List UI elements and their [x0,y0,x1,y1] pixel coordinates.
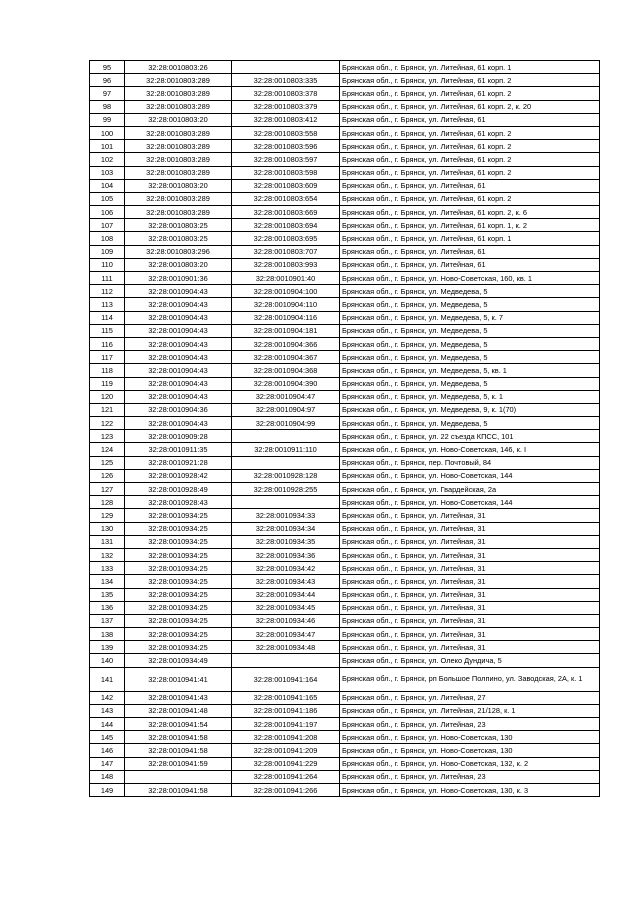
row-number-cell: 123 [90,430,125,443]
parcel-number-cell: 32:28:0010803:289 [125,74,232,87]
address-cell: Брянская обл., г. Брянск, ул. Литейная, 31 [340,535,600,548]
row-number-cell: 129 [90,509,125,522]
row-number-cell: 102 [90,153,125,166]
object-number-cell: 32:28:0010803:558 [232,126,340,139]
row-number-cell: 115 [90,324,125,337]
address-cell: Брянская обл., г. Брянск, ул. Гвардейская, 2а [340,483,600,496]
row-number-cell: 96 [90,74,125,87]
parcel-number-cell: 32:28:0010911:35 [125,443,232,456]
table-row [90,483,600,496]
table-row [90,100,600,113]
parcel-number-cell: 32:28:0010941:59 [125,757,232,770]
parcel-number-cell: 32:28:0010941:48 [125,704,232,717]
address-cell: Брянская обл., г. Брянск, ул. Литейная, 61 корп. 1 [340,61,600,74]
address-cell: Брянская обл., г. Брянск, ул. 22 съезда КПСС, 101 [340,430,600,443]
address-cell: Брянская обл., г. Брянск, ул. Литейная, 61 [340,245,600,258]
parcel-number-cell: 32:28:0010934:25 [125,641,232,654]
parcel-number-cell: 32:28:0010803:289 [125,100,232,113]
object-number-cell: 32:28:0010904:181 [232,324,340,337]
address-cell: Брянская обл., г. Брянск, рп Большое Полпино, ул. Заводская, 2А, к. 1 [340,667,600,691]
object-number-cell: 32:28:0010904:47 [232,390,340,403]
object-number-cell: 32:28:0010803:596 [232,140,340,153]
parcel-number-cell: 32:28:0010934:25 [125,522,232,535]
address-cell: Брянская обл., г. Брянск, ул. Литейная, 31 [340,509,600,522]
address-cell: Брянская обл., г. Брянск, ул. Литейная, 31 [340,588,600,601]
row-number-cell: 95 [90,61,125,74]
row-number-cell: 142 [90,691,125,704]
object-number-cell: 32:28:0010934:47 [232,628,340,641]
table-row [90,783,600,796]
object-number-cell: 32:28:0010934:33 [232,509,340,522]
object-number-cell: 32:28:0010803:412 [232,113,340,126]
row-number-cell: 119 [90,377,125,390]
parcel-number-cell: 32:28:0010934:25 [125,562,232,575]
address-cell: Брянская обл., г. Брянск, ул. Медведева, 5, кв. 1 [340,364,600,377]
address-cell: Брянская обл., г. Брянск, ул. Литейная, 27 [340,691,600,704]
address-cell: Брянская обл., г. Брянск, ул. Ново-Советская, 160, кв. 1 [340,272,600,285]
address-cell: Брянская обл., г. Брянск, ул. Литейная, 23 [340,718,600,731]
parcel-number-cell: 32:28:0010803:289 [125,153,232,166]
parcel-number-cell: 32:28:0010803:25 [125,219,232,232]
parcel-number-cell: 32:28:0010904:43 [125,311,232,324]
table-row [90,496,600,509]
parcel-number-cell: 32:28:0010928:42 [125,469,232,482]
row-number-cell: 144 [90,718,125,731]
row-number-cell: 140 [90,654,125,667]
object-number-cell: 32:28:0010904:366 [232,337,340,350]
table-row [90,509,600,522]
object-number-cell [232,654,340,667]
address-cell: Брянская обл., г. Брянск, ул. Литейная, 61 [340,179,600,192]
parcel-number-cell: 32:28:0010934:25 [125,548,232,561]
table-row [90,456,600,469]
table-row [90,364,600,377]
parcel-number-cell: 32:28:0010909:28 [125,430,232,443]
row-number-cell: 99 [90,113,125,126]
address-cell: Брянская обл., г. Брянск, ул. Литейная, 61 корп. 2 [340,126,600,139]
row-number-cell: 124 [90,443,125,456]
table-row [90,126,600,139]
row-number-cell: 139 [90,641,125,654]
object-number-cell: 32:28:0010803:669 [232,206,340,219]
parcel-number-cell: 32:28:0010941:58 [125,783,232,796]
table-row [90,744,600,757]
cadastral-table [89,60,600,797]
address-cell: Брянская обл., г. Брянск, ул. Ново-Советская, 130, к. 3 [340,783,600,796]
row-number-cell: 108 [90,232,125,245]
address-cell: Брянская обл., г. Брянск, ул. Ново-Советская, 146, к. I [340,443,600,456]
parcel-number-cell: 32:28:0010803:289 [125,206,232,219]
object-number-cell: 32:28:0010803:609 [232,179,340,192]
object-number-cell: 32:28:0010803:654 [232,192,340,205]
row-number-cell: 100 [90,126,125,139]
table-row [90,667,600,691]
object-number-cell: 32:28:0010803:694 [232,219,340,232]
table-row [90,219,600,232]
row-number-cell: 147 [90,757,125,770]
parcel-number-cell: 32:28:0010934:49 [125,654,232,667]
row-number-cell: 107 [90,219,125,232]
table-row [90,641,600,654]
row-number-cell: 137 [90,614,125,627]
parcel-number-cell: 32:28:0010904:43 [125,377,232,390]
row-number-cell: 127 [90,483,125,496]
address-cell: Брянская обл., г. Брянск, ул. Медведева, 5 [340,285,600,298]
object-number-cell: 32:28:0010803:707 [232,245,340,258]
object-number-cell [232,61,340,74]
table-row [90,731,600,744]
address-cell: Брянская обл., г. Брянск, ул. Литейная, 61 корп. 2 [340,87,600,100]
object-number-cell [232,456,340,469]
object-number-cell: 32:28:0010904:367 [232,351,340,364]
parcel-number-cell: 32:28:0010934:25 [125,601,232,614]
table-row [90,179,600,192]
row-number-cell: 104 [90,179,125,192]
object-number-cell: 32:28:0010803:379 [232,100,340,113]
row-number-cell: 114 [90,311,125,324]
row-number-cell: 103 [90,166,125,179]
address-cell: Брянская обл., г. Брянск, ул. Медведева, 5, к. 1 [340,390,600,403]
table-row [90,757,600,770]
table-row [90,691,600,704]
table-row [90,601,600,614]
row-number-cell: 125 [90,456,125,469]
object-number-cell: 32:28:0010934:42 [232,562,340,575]
object-number-cell: 32:28:0010934:35 [232,535,340,548]
table-row [90,654,600,667]
table-row [90,548,600,561]
row-number-cell: 110 [90,258,125,271]
address-cell: Брянская обл., г. Брянск, ул. Медведева, 5 [340,351,600,364]
table-row [90,562,600,575]
object-number-cell: 32:28:0010941:197 [232,718,340,731]
parcel-number-cell: 32:28:0010803:289 [125,87,232,100]
table-row [90,74,600,87]
parcel-number-cell [125,770,232,783]
address-cell: Брянская обл., г. Брянск, пер. Почтовый, 84 [340,456,600,469]
object-number-cell: 32:28:0010934:45 [232,601,340,614]
address-cell: Брянская обл., г. Брянск, ул. Медведева, 5 [340,324,600,337]
object-number-cell [232,430,340,443]
table-row [90,153,600,166]
row-number-cell: 135 [90,588,125,601]
address-cell: Брянская обл., г. Брянск, ул. Медведева, 5, к. 7 [340,311,600,324]
row-number-cell: 121 [90,403,125,416]
table-row [90,351,600,364]
parcel-number-cell: 32:28:0010934:25 [125,628,232,641]
row-number-cell: 109 [90,245,125,258]
object-number-cell: 32:28:0010941:229 [232,757,340,770]
parcel-number-cell: 32:28:0010904:43 [125,390,232,403]
object-number-cell: 32:28:0010941:264 [232,770,340,783]
parcel-number-cell: 32:28:0010803:20 [125,113,232,126]
address-cell: Брянская обл., г. Брянск, ул. Литейная, 61 корп. 1, к. 2 [340,219,600,232]
address-cell: Брянская обл., г. Брянск, ул. Медведева, 5 [340,417,600,430]
parcel-number-cell: 32:28:0010901:36 [125,272,232,285]
row-number-cell: 134 [90,575,125,588]
address-cell: Брянская обл., г. Брянск, ул. Литейная, 31 [340,601,600,614]
table-row [90,258,600,271]
row-number-cell: 122 [90,417,125,430]
table-body [90,61,600,797]
parcel-number-cell: 32:28:0010928:49 [125,483,232,496]
row-number-cell: 138 [90,628,125,641]
parcel-number-cell: 32:28:0010934:25 [125,588,232,601]
table-row [90,403,600,416]
table-row [90,298,600,311]
parcel-number-cell: 32:28:0010934:25 [125,509,232,522]
object-number-cell: 32:28:0010941:266 [232,783,340,796]
object-number-cell: 32:28:0010904:390 [232,377,340,390]
table-row [90,417,600,430]
table-row [90,232,600,245]
parcel-number-cell: 32:28:0010934:25 [125,575,232,588]
object-number-cell: 32:28:0010904:110 [232,298,340,311]
row-number-cell: 105 [90,192,125,205]
table-row [90,535,600,548]
table-row [90,614,600,627]
row-number-cell: 128 [90,496,125,509]
table-row [90,192,600,205]
parcel-number-cell: 32:28:0010803:25 [125,232,232,245]
parcel-number-cell: 32:28:0010941:43 [125,691,232,704]
parcel-number-cell: 32:28:0010803:289 [125,192,232,205]
object-number-cell: 32:28:0010928:128 [232,469,340,482]
row-number-cell: 131 [90,535,125,548]
parcel-number-cell: 32:28:0010904:43 [125,337,232,350]
table-row [90,311,600,324]
address-cell: Брянская обл., г. Брянск, ул. Литейная, 61 корп. 2 [340,140,600,153]
parcel-number-cell: 32:28:0010921:28 [125,456,232,469]
table-row [90,588,600,601]
parcel-number-cell: 32:28:0010928:43 [125,496,232,509]
table-row [90,245,600,258]
parcel-number-cell: 32:28:0010904:43 [125,351,232,364]
address-cell: Брянская обл., г. Брянск, ул. Литейная, 23 [340,770,600,783]
object-number-cell: 32:28:0010901:40 [232,272,340,285]
parcel-number-cell: 32:28:0010803:289 [125,126,232,139]
object-number-cell: 32:28:0010941:164 [232,667,340,691]
object-number-cell: 32:28:0010941:186 [232,704,340,717]
parcel-number-cell: 32:28:0010803:289 [125,166,232,179]
row-number-cell: 145 [90,731,125,744]
table-row [90,390,600,403]
address-cell: Брянская обл., г. Брянск, ул. Литейная, 61 корп. 2, к. 6 [340,206,600,219]
table-row [90,704,600,717]
address-cell: Брянская обл., г. Брянск, ул. Олеко Дундича, 5 [340,654,600,667]
parcel-number-cell: 32:28:0010941:41 [125,667,232,691]
parcel-number-cell: 32:28:0010803:20 [125,179,232,192]
row-number-cell: 97 [90,87,125,100]
table-row [90,770,600,783]
parcel-number-cell: 32:28:0010904:43 [125,285,232,298]
address-cell: Брянская обл., г. Брянск, ул. Ново-Советская, 144 [340,469,600,482]
parcel-number-cell: 32:28:0010803:296 [125,245,232,258]
parcel-number-cell: 32:28:0010941:54 [125,718,232,731]
table-row [90,61,600,74]
address-cell: Брянская обл., г. Брянск, ул. Литейная, 61 [340,258,600,271]
address-cell: Брянская обл., г. Брянск, ул. Литейная, 61 корп. 2 [340,74,600,87]
parcel-number-cell: 32:28:0010904:43 [125,417,232,430]
parcel-number-cell: 32:28:0010803:26 [125,61,232,74]
table-row [90,575,600,588]
row-number-cell: 106 [90,206,125,219]
address-cell: Брянская обл., г. Брянск, ул. Медведева, 5 [340,377,600,390]
address-cell: Брянская обл., г. Брянск, ул. Литейная, 31 [340,628,600,641]
row-number-cell: 130 [90,522,125,535]
table-row [90,272,600,285]
row-number-cell: 118 [90,364,125,377]
address-cell: Брянская обл., г. Брянск, ул. Литейная, 31 [340,522,600,535]
address-cell: Брянская обл., г. Брянск, ул. Литейная, 61 корп. 2, к. 20 [340,100,600,113]
object-number-cell: 32:28:0010803:993 [232,258,340,271]
parcel-number-cell: 32:28:0010803:289 [125,140,232,153]
table-row [90,377,600,390]
object-number-cell: 32:28:0010803:695 [232,232,340,245]
object-number-cell: 32:28:0010803:598 [232,166,340,179]
table-row [90,285,600,298]
parcel-number-cell: 32:28:0010904:43 [125,324,232,337]
address-cell: Брянская обл., г. Брянск, ул. Литейная, 61 [340,113,600,126]
row-number-cell: 101 [90,140,125,153]
table-row [90,718,600,731]
address-cell: Брянская обл., г. Брянск, ул. Литейная, 21/128, к. 1 [340,704,600,717]
row-number-cell: 149 [90,783,125,796]
table-row [90,87,600,100]
address-cell: Брянская обл., г. Брянск, ул. Медведева, 5 [340,298,600,311]
row-number-cell: 116 [90,337,125,350]
object-number-cell: 32:28:0010911:110 [232,443,340,456]
table-row [90,430,600,443]
table-row [90,140,600,153]
row-number-cell: 148 [90,770,125,783]
row-number-cell: 132 [90,548,125,561]
address-cell: Брянская обл., г. Брянск, ул. Литейная, 61 корп. 2 [340,153,600,166]
address-cell: Брянская обл., г. Брянск, ул. Ново-Советская, 130 [340,744,600,757]
object-number-cell: 32:28:0010803:335 [232,74,340,87]
parcel-number-cell: 32:28:0010803:20 [125,258,232,271]
address-cell: Брянская обл., г. Брянск, ул. Ново-Советская, 144 [340,496,600,509]
object-number-cell: 32:28:0010941:209 [232,744,340,757]
address-cell: Брянская обл., г. Брянск, ул. Ново-Советская, 132, к. 2 [340,757,600,770]
parcel-number-cell: 32:28:0010904:36 [125,403,232,416]
parcel-number-cell: 32:28:0010934:25 [125,535,232,548]
table-row [90,206,600,219]
address-cell: Брянская обл., г. Брянск, ул. Ново-Советская, 130 [340,731,600,744]
parcel-number-cell: 32:28:0010941:58 [125,731,232,744]
table-row [90,469,600,482]
object-number-cell: 32:28:0010803:597 [232,153,340,166]
address-cell: Брянская обл., г. Брянск, ул. Литейная, 61 корп. 2 [340,166,600,179]
table-row [90,113,600,126]
object-number-cell: 32:28:0010934:34 [232,522,340,535]
row-number-cell: 113 [90,298,125,311]
table-row [90,443,600,456]
table-row [90,628,600,641]
object-number-cell: 32:28:0010934:36 [232,548,340,561]
object-number-cell: 32:28:0010904:100 [232,285,340,298]
object-number-cell: 32:28:0010934:43 [232,575,340,588]
row-number-cell: 146 [90,744,125,757]
object-number-cell: 32:28:0010904:97 [232,403,340,416]
row-number-cell: 112 [90,285,125,298]
object-number-cell: 32:28:0010941:165 [232,691,340,704]
object-number-cell: 32:28:0010904:116 [232,311,340,324]
object-number-cell: 32:28:0010803:378 [232,87,340,100]
object-number-cell: 32:28:0010941:208 [232,731,340,744]
parcel-number-cell: 32:28:0010934:25 [125,614,232,627]
object-number-cell: 32:28:0010934:44 [232,588,340,601]
address-cell: Брянская обл., г. Брянск, ул. Литейная, 61 корп. 2 [340,192,600,205]
address-cell: Брянская обл., г. Брянск, ул. Литейная, 61 корп. 1 [340,232,600,245]
table-row [90,337,600,350]
address-cell: Брянская обл., г. Брянск, ул. Литейная, 31 [340,562,600,575]
address-cell: Брянская обл., г. Брянск, ул. Медведева, 5 [340,337,600,350]
object-number-cell: 32:28:0010928:255 [232,483,340,496]
address-cell: Брянская обл., г. Брянск, ул. Литейная, 31 [340,641,600,654]
row-number-cell: 141 [90,667,125,691]
object-number-cell: 32:28:0010934:46 [232,614,340,627]
object-number-cell: 32:28:0010934:48 [232,641,340,654]
row-number-cell: 143 [90,704,125,717]
row-number-cell: 133 [90,562,125,575]
table-row [90,522,600,535]
address-cell: Брянская обл., г. Брянск, ул. Литейная, 31 [340,575,600,588]
parcel-number-cell: 32:28:0010941:58 [125,744,232,757]
row-number-cell: 120 [90,390,125,403]
object-number-cell: 32:28:0010904:368 [232,364,340,377]
object-number-cell [232,496,340,509]
row-number-cell: 136 [90,601,125,614]
row-number-cell: 126 [90,469,125,482]
parcel-number-cell: 32:28:0010904:43 [125,298,232,311]
parcel-number-cell: 32:28:0010904:43 [125,364,232,377]
row-number-cell: 98 [90,100,125,113]
table-row [90,324,600,337]
row-number-cell: 117 [90,351,125,364]
address-cell: Брянская обл., г. Брянск, ул. Литейная, 31 [340,548,600,561]
row-number-cell: 111 [90,272,125,285]
object-number-cell: 32:28:0010904:99 [232,417,340,430]
table-row [90,166,600,179]
address-cell: Брянская обл., г. Брянск, ул. Литейная, 31 [340,614,600,627]
address-cell: Брянская обл., г. Брянск, ул. Медведева, 9, к. 1(70) [340,403,600,416]
